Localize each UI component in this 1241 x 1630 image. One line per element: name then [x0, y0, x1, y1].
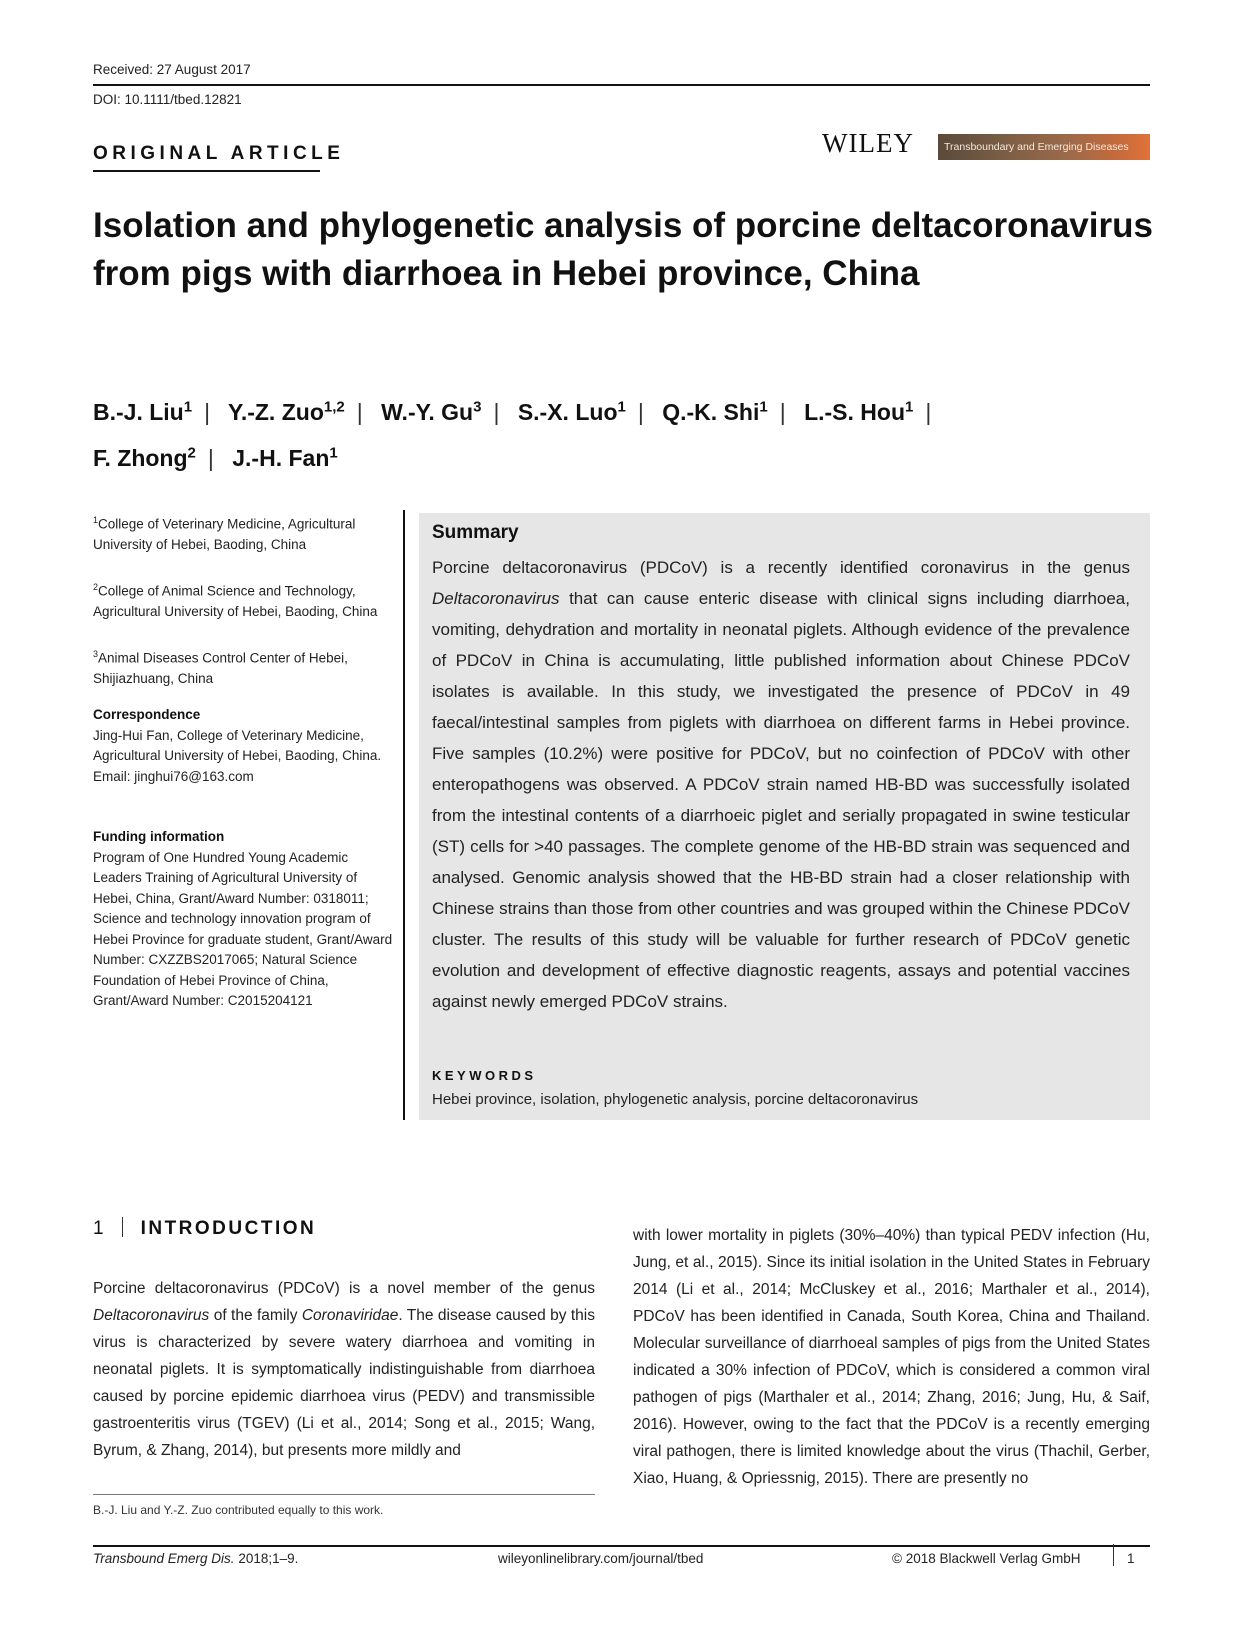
author[interactable]: S.-X. Luo$^1$	[517, 398, 626, 425]
section-heading	[93, 1217, 316, 1240]
intro-left-column: Porcine deltacoronavirus (PDCoV) is a novel member of the genus Deltacoronavirus of the family Coronaviridae. The disease caused by this virus is characterized by severe watery diarrhoea and vomiting in neonatal piglets. It is symptomatically indistinguishable from diarrhoea caused by porcine epidemic diarrhoea virus (PEDV) and transmissible gastroenteritis virus (TGEV) (Li et al., 2014; Song et al., 2015; Wang, Byrum, & Zhang, 2014), but presents more mildly and	[93, 1280, 595, 1459]
page-number: 1	[1127, 1551, 1135, 1566]
footnote-rule	[93, 1494, 595, 1495]
keywords-list: Hebei province, isolation, phylogenetic analysis, porcine deltacoronavirus	[432, 1091, 919, 1108]
doi[interactable]: DOI: 10.1111/tbed.12821	[93, 92, 242, 107]
journal-banner: Transboundary and Emerging Diseases	[938, 134, 1150, 160]
footer-copyright: © 2018 Blackwell Verlag GmbH	[892, 1551, 1081, 1566]
section-title: INTRODUCTION	[140, 1218, 317, 1239]
author[interactable]: F. Zhong$^2$	[93, 444, 196, 472]
wiley-logo: WILEY	[822, 128, 914, 158]
footer-citation: Transbound Emerg Dis. 2018;1–9.	[93, 1551, 299, 1566]
correspondence-text: Jing-Hui Fan, College of Veterinary Medicine, Agricultural University of Hebei, Baoding, China.	[93, 727, 382, 763]
author[interactable]: B.-J. Liu$^1$	[93, 398, 193, 425]
summary-text: Porcine deltacoronavirus (PDCoV) is a recently identified coronavirus in the genus Deltacoronavirus that can cause enteric disease with clinical signs including diarrhoea, vomiting, dehydration and mortality in neonatal piglets. Although evidence of the prevalence of PDCoV in China is accumulating, little published information about Chinese PDCoV isolates is available. In this study, we investigated the presence of PDCoV in 49 faecal/intestinal samples from piglets with diarrhoea on different farms in Hebei province. Five samples (10.2%) were positive for PDCoV, but no coinfection of PDCoV with other enteropathogens was observed. A PDCoV strain named HB-BD was successfully isolated from the intestinal contents of a diarrhoeic piglet and serially propagated in swine testicular (ST) cells for >40 passages. The complete genome of the HB-BD strain was sequenced and analysed. Genomic analysis showed that the HB-BD strain had a closer relationship with Chinese strains than those from other countries and was grouped within the Chinese PDCoV cluster. The results of this study will be valuable for further research of PDCoV genetic evolution and development of effective diagnostic reagents, assays and potential vaccines against newly emerged PDCoV strains.	[432, 558, 1130, 1011]
affiliation: $^2$College of Animal Science and Technology, Agricultural University of Hebei, Baoding, China	[93, 582, 378, 619]
correspondence-email[interactable]: Email: jinghui76@163.com	[93, 768, 254, 784]
author-list: B.-J. Liu$^1$ | Y.-Z. Zuo$^{1,2}$ | W.-Y. Gu$^3$ | S.-X. Luo$^1$ | Q.-K. Shi$^1$ | L.-S. Hou$^1$ | F. Zhong$^2$ | J.-H. Fan$^1$	[93, 398, 932, 472]
section-number: 1	[93, 1218, 104, 1239]
correspondence-label: Correspondence	[93, 707, 201, 722]
funding-label: Funding information	[93, 829, 225, 844]
header-rule	[93, 84, 1150, 86]
footnote: B.-J. Liu and Y.-Z. Zuo contributed equally to this work.	[93, 1503, 384, 1517]
summary-heading: Summary	[432, 522, 519, 543]
received-date: Received: 27 August 2017	[93, 62, 251, 77]
author[interactable]: Y.-Z. Zuo$^{1,2}$	[228, 398, 345, 425]
sidebar-divider	[403, 510, 405, 1120]
affiliation: $^1$College of Veterinary Medicine, Agricultural University of Hebei, Baoding, China	[93, 515, 356, 552]
section-divider	[122, 1217, 123, 1237]
author[interactable]: L.-S. Hou$^1$	[804, 398, 914, 425]
footer-divider	[1113, 1544, 1114, 1566]
correspondence	[93, 705, 393, 787]
article-type-label: ORIGINAL ARTICLE	[93, 143, 345, 164]
intro-right-column: with lower mortality in piglets (30%–40%) than typical PEDV infection (Hu, Jung, et al., 2015). Since its initial isolation in the United States in February 2014 (Li et al., 2014; McCluskey et al., 2016; Marthaler et al., 2014), PDCoV has been identified in Canada, South Korea, China and Thailand. Molecular surveillance of diarrhoeal samples of pigs from the United States indicated a 30% infection of PDCoV, which is considered a common viral pathogen of pigs (Marthaler et al., 2014; Zhang, 2016; Jung, Hu, & Saif, 2016). However, owing to the fact that the PDCoV is a recently emerging viral pathogen, there is limited knowledge about the virus (Thachil, Gerber, Xiao, Huang, & Opriessnig, 2015). There are presently no	[633, 1227, 1150, 1487]
footer-url[interactable]: wileyonlinelibrary.com/journal/tbed	[498, 1551, 704, 1566]
keywords-label: KEYWORDS	[432, 1068, 537, 1083]
author[interactable]: Q.-K. Shi$^1$	[662, 398, 768, 425]
article-title: Isolation and phylogenetic analysis of porcine deltacoronavirus from pigs with diarrhoea in Hebei province, China	[93, 206, 1153, 293]
author[interactable]: J.-H. Fan$^1$	[232, 444, 338, 472]
funding-information	[93, 827, 393, 1012]
article-type-underline	[93, 170, 320, 172]
affiliation: $^3$Animal Diseases Control Center of Hebei, Shijiazhuang, China	[93, 649, 348, 686]
funding-text: Program of One Hundred Young Academic Leaders Training of Agricultural University of Hebei, China, Grant/Award Number: 0318011; Science and technology innovation program of Hebei Province for graduate student, Grant/Award Number: CXZZBS2017065; Natural Science Foundation of Hebei Province of China, Grant/Award Number: C2015204121	[93, 849, 393, 1008]
footer-rule	[93, 1545, 1150, 1547]
author[interactable]: W.-Y. Gu$^3$	[381, 398, 482, 425]
